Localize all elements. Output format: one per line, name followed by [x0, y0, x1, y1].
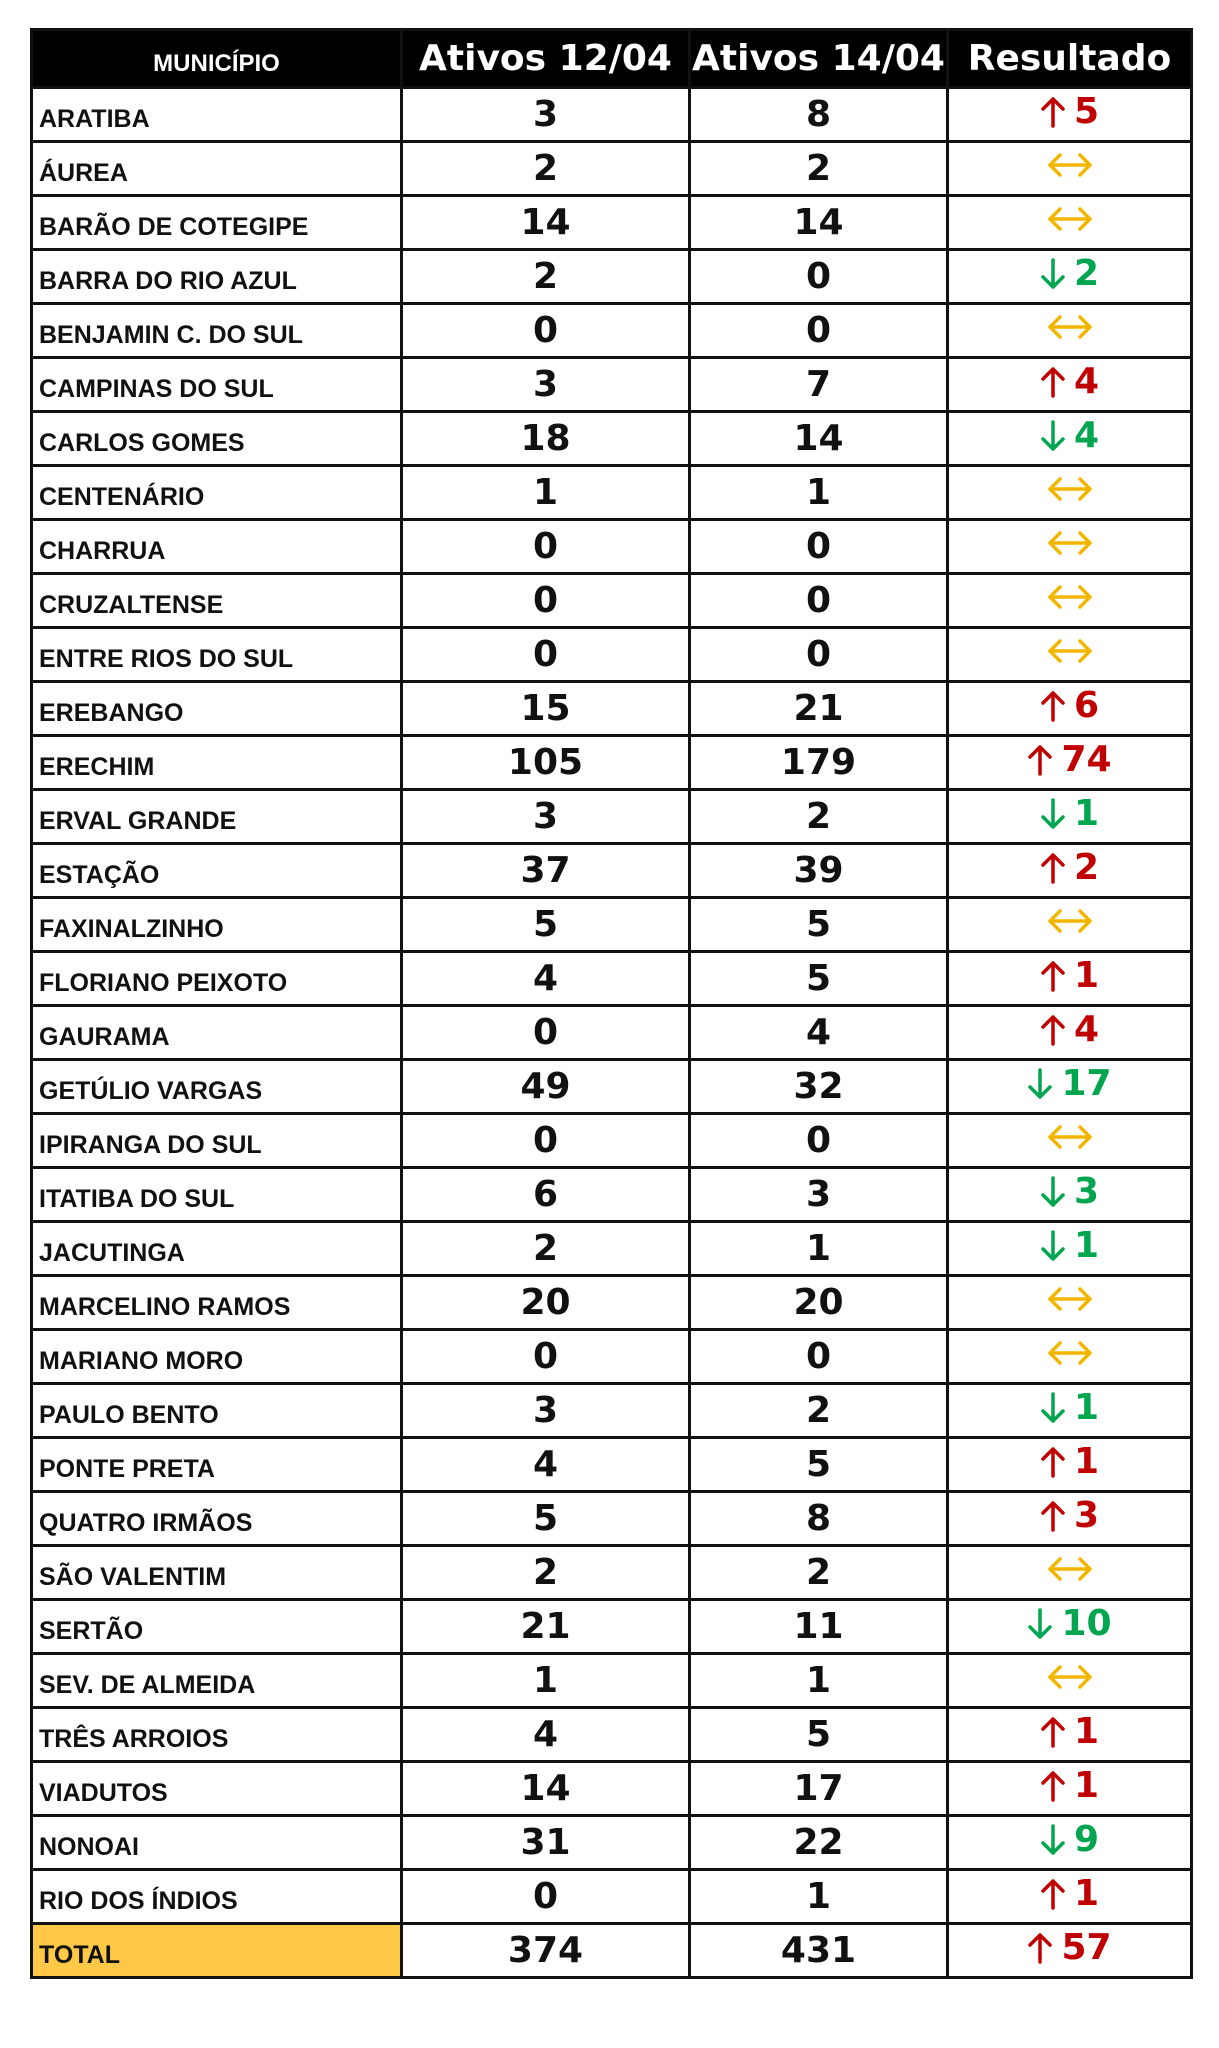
municipality-name: CARLOS GOMES [32, 412, 402, 466]
ativos-1204-value: 18 [402, 412, 690, 466]
ativos-1404-value: 2 [690, 1384, 948, 1438]
result-cell [948, 790, 1192, 844]
table-row [32, 628, 1192, 682]
arrow-left-right-icon [1046, 204, 1094, 234]
arrow-up-icon [1040, 1499, 1066, 1533]
result-indicator [1040, 415, 1099, 456]
result-cell [948, 520, 1192, 574]
change-value: 10 [1061, 1603, 1112, 1645]
municipality-table-sheet [30, 28, 1190, 1979]
municipality-name: BENJAMIN C. DO SUL [32, 304, 402, 358]
municipality-name: JACUTINGA [32, 1222, 402, 1276]
result-cell [948, 1708, 1192, 1762]
table-row [32, 1816, 1192, 1870]
table-row [32, 1600, 1192, 1654]
ativos-1404-value: 2 [690, 790, 948, 844]
ativos-1204-value: 2 [402, 1222, 690, 1276]
ativos-1204-value: 2 [402, 250, 690, 304]
municipality-name: NONOAI [32, 1816, 402, 1870]
table-row [32, 1006, 1192, 1060]
ativos-1204-value: 14 [402, 1762, 690, 1816]
change-value: 1 [1073, 1711, 1100, 1753]
result-indicator [1040, 793, 1099, 834]
table-row [32, 304, 1192, 358]
ativos-1204-value: 15 [402, 682, 690, 736]
result-indicator [1040, 253, 1099, 294]
change-value: 2 [1073, 253, 1100, 295]
arrow-up-icon [1040, 1013, 1066, 1047]
result-indicator [1040, 1873, 1099, 1914]
municipality-name: ITATIBA DO SUL [32, 1168, 402, 1222]
result-cell [948, 196, 1192, 250]
change-value: 1 [1073, 1387, 1100, 1429]
ativos-1204-value: 14 [402, 196, 690, 250]
result-indicator [1040, 1819, 1099, 1860]
arrow-left-right-icon [1046, 1122, 1094, 1152]
municipality-name: ARATIBA [32, 88, 402, 142]
change-value: 4 [1073, 1009, 1100, 1051]
ativos-1404-value: 2 [690, 1546, 948, 1600]
change-value: 1 [1073, 1873, 1100, 1915]
ativos-1204-value: 0 [402, 1114, 690, 1168]
arrow-down-icon [1027, 1607, 1053, 1641]
ativos-1404-value: 8 [690, 88, 948, 142]
ativos-1204-value: 1 [402, 1654, 690, 1708]
result-cell [948, 1168, 1192, 1222]
ativos-1204-value: 6 [402, 1168, 690, 1222]
result-cell [948, 1384, 1192, 1438]
arrow-down-icon [1040, 797, 1066, 831]
total-row [32, 1924, 1192, 1978]
table-row [32, 1330, 1192, 1384]
table-row [32, 952, 1192, 1006]
ativos-1204-value: 2 [402, 1546, 690, 1600]
ativos-1404-value: 22 [690, 1816, 948, 1870]
change-value: 1 [1073, 1441, 1100, 1483]
change-value: 1 [1073, 793, 1100, 835]
table-row [32, 1168, 1192, 1222]
result-cell [948, 1600, 1192, 1654]
result-cell [948, 358, 1192, 412]
result-cell [948, 1060, 1192, 1114]
change-value: 4 [1073, 415, 1100, 457]
arrow-up-icon [1027, 743, 1053, 777]
result-cell [948, 1654, 1192, 1708]
municipality-name: SÃO VALENTIM [32, 1546, 402, 1600]
result-cell [948, 628, 1192, 682]
municipality-name: PAULO BENTO [32, 1384, 402, 1438]
municipality-name: SEV. DE ALMEIDA [32, 1654, 402, 1708]
header-ativos-1404: Ativos 14/04 [690, 30, 948, 88]
municipality-name: ÁUREA [32, 142, 402, 196]
result-cell [948, 898, 1192, 952]
municipality-name: PONTE PRETA [32, 1438, 402, 1492]
change-value: 4 [1073, 361, 1100, 403]
arrow-up-icon [1040, 1769, 1066, 1803]
result-cell [948, 1222, 1192, 1276]
arrow-left-right-icon [1046, 1338, 1094, 1368]
ativos-1204-value: 0 [402, 628, 690, 682]
arrow-down-icon [1040, 1391, 1066, 1425]
ativos-1204-value: 0 [402, 1870, 690, 1924]
result-indicator [1046, 204, 1094, 234]
ativos-1204-value: 0 [402, 1330, 690, 1384]
result-cell [948, 574, 1192, 628]
table-row [32, 1870, 1192, 1924]
table-row [32, 898, 1192, 952]
change-value: 1 [1073, 1765, 1100, 1807]
result-indicator [1027, 1927, 1111, 1968]
arrow-up-icon [1040, 365, 1066, 399]
municipality-name: CENTENÁRIO [32, 466, 402, 520]
arrow-up-icon [1040, 1445, 1066, 1479]
change-value: 17 [1061, 1063, 1112, 1105]
municipality-name: ESTAÇÃO [32, 844, 402, 898]
change-value: 3 [1073, 1495, 1100, 1537]
table-row [32, 1114, 1192, 1168]
result-cell [948, 1006, 1192, 1060]
ativos-1404-value: 0 [690, 250, 948, 304]
ativos-1204-value: 3 [402, 358, 690, 412]
table-row [32, 736, 1192, 790]
arrow-up-icon [1027, 1931, 1053, 1965]
result-indicator [1046, 582, 1094, 612]
result-cell [948, 682, 1192, 736]
ativos-1204-value: 31 [402, 1816, 690, 1870]
arrow-left-right-icon [1046, 906, 1094, 936]
municipality-name: MARCELINO RAMOS [32, 1276, 402, 1330]
result-indicator [1040, 1009, 1099, 1050]
table-row [32, 1060, 1192, 1114]
table-row [32, 358, 1192, 412]
result-indicator [1040, 361, 1099, 402]
ativos-1404-value: 0 [690, 1114, 948, 1168]
ativos-1204-value: 3 [402, 88, 690, 142]
result-indicator [1040, 1495, 1099, 1536]
total-label: TOTAL [32, 1924, 402, 1978]
arrow-down-icon [1040, 419, 1066, 453]
ativos-1404-value: 179 [690, 736, 948, 790]
ativos-1404-value: 5 [690, 952, 948, 1006]
table-row [32, 196, 1192, 250]
table-row [32, 88, 1192, 142]
municipality-name: BARRA DO RIO AZUL [32, 250, 402, 304]
result-cell [948, 412, 1192, 466]
ativos-1204-value: 5 [402, 1492, 690, 1546]
ativos-1204-value: 0 [402, 1006, 690, 1060]
result-indicator [1046, 528, 1094, 558]
ativos-1204-value: 20 [402, 1276, 690, 1330]
result-cell [948, 1492, 1192, 1546]
total-ativos-1404: 431 [690, 1924, 948, 1978]
ativos-1404-value: 0 [690, 628, 948, 682]
ativos-1404-value: 0 [690, 574, 948, 628]
municipality-name: QUATRO IRMÃOS [32, 1492, 402, 1546]
result-cell [948, 1438, 1192, 1492]
table-row [32, 790, 1192, 844]
ativos-1204-value: 37 [402, 844, 690, 898]
result-indicator [1046, 1338, 1094, 1368]
ativos-1204-value: 1 [402, 466, 690, 520]
result-cell [948, 466, 1192, 520]
result-indicator [1046, 474, 1094, 504]
table-row [32, 1222, 1192, 1276]
result-cell [948, 844, 1192, 898]
ativos-1404-value: 1 [690, 1222, 948, 1276]
municipality-name: CHARRUA [32, 520, 402, 574]
arrow-left-right-icon [1046, 474, 1094, 504]
header-resultado: Resultado [948, 30, 1192, 88]
active-cases-table [30, 28, 1193, 1979]
arrow-down-icon [1040, 1823, 1066, 1857]
table-row [32, 1276, 1192, 1330]
municipality-name: ENTRE RIOS DO SUL [32, 628, 402, 682]
result-indicator [1046, 312, 1094, 342]
ativos-1204-value: 4 [402, 952, 690, 1006]
result-cell [948, 304, 1192, 358]
header-ativos-1204: Ativos 12/04 [402, 30, 690, 88]
ativos-1404-value: 21 [690, 682, 948, 736]
change-value: 6 [1073, 685, 1100, 727]
arrow-down-icon [1040, 1175, 1066, 1209]
municipality-name: CAMPINAS DO SUL [32, 358, 402, 412]
ativos-1404-value: 4 [690, 1006, 948, 1060]
municipality-name: ERECHIM [32, 736, 402, 790]
ativos-1204-value: 2 [402, 142, 690, 196]
ativos-1404-value: 3 [690, 1168, 948, 1222]
arrow-left-right-icon [1046, 1284, 1094, 1314]
ativos-1204-value: 5 [402, 898, 690, 952]
result-indicator [1046, 636, 1094, 666]
change-value: 1 [1073, 1225, 1100, 1267]
municipality-name: RIO DOS ÍNDIOS [32, 1870, 402, 1924]
table-row [32, 1384, 1192, 1438]
table-row [32, 412, 1192, 466]
result-indicator [1040, 1171, 1099, 1212]
arrow-up-icon [1040, 1715, 1066, 1749]
ativos-1404-value: 8 [690, 1492, 948, 1546]
arrow-left-right-icon [1046, 1662, 1094, 1692]
municipality-name: TRÊS ARROIOS [32, 1708, 402, 1762]
arrow-up-icon [1040, 95, 1066, 129]
municipality-name: VIADUTOS [32, 1762, 402, 1816]
ativos-1204-value: 4 [402, 1438, 690, 1492]
change-value: 57 [1061, 1927, 1112, 1969]
municipality-name: IPIRANGA DO SUL [32, 1114, 402, 1168]
table-header-row [32, 30, 1192, 88]
result-indicator [1046, 1122, 1094, 1152]
table-row [32, 844, 1192, 898]
ativos-1404-value: 17 [690, 1762, 948, 1816]
result-cell [948, 1762, 1192, 1816]
municipality-name: EREBANGO [32, 682, 402, 736]
result-indicator [1040, 1387, 1099, 1428]
table-row [32, 142, 1192, 196]
result-cell [948, 1546, 1192, 1600]
result-cell [948, 1330, 1192, 1384]
arrow-up-icon [1040, 851, 1066, 885]
result-cell [948, 1816, 1192, 1870]
ativos-1404-value: 1 [690, 1654, 948, 1708]
change-value: 74 [1061, 739, 1112, 781]
change-value: 3 [1073, 1171, 1100, 1213]
table-row [32, 1546, 1192, 1600]
table-row [32, 682, 1192, 736]
ativos-1204-value: 0 [402, 520, 690, 574]
change-value: 1 [1073, 955, 1100, 997]
result-cell [948, 1870, 1192, 1924]
table-body [32, 88, 1192, 1978]
ativos-1204-value: 4 [402, 1708, 690, 1762]
result-indicator [1046, 906, 1094, 936]
arrow-left-right-icon [1046, 150, 1094, 180]
ativos-1404-value: 2 [690, 142, 948, 196]
arrow-down-icon [1040, 1229, 1066, 1263]
arrow-down-icon [1027, 1067, 1053, 1101]
ativos-1204-value: 0 [402, 574, 690, 628]
result-indicator [1027, 1603, 1111, 1644]
ativos-1204-value: 3 [402, 790, 690, 844]
ativos-1404-value: 11 [690, 1600, 948, 1654]
ativos-1204-value: 49 [402, 1060, 690, 1114]
ativos-1404-value: 5 [690, 1708, 948, 1762]
municipality-name: FLORIANO PEIXOTO [32, 952, 402, 1006]
municipality-name: MARIANO MORO [32, 1330, 402, 1384]
result-cell [948, 142, 1192, 196]
arrow-left-right-icon [1046, 312, 1094, 342]
result-indicator [1040, 685, 1099, 726]
result-cell [948, 88, 1192, 142]
table-row [32, 1492, 1192, 1546]
municipality-name: FAXINALZINHO [32, 898, 402, 952]
header-municipio: MUNICÍPIO [32, 30, 402, 88]
total-ativos-1204: 374 [402, 1924, 690, 1978]
arrow-up-icon [1040, 959, 1066, 993]
arrow-left-right-icon [1046, 582, 1094, 612]
result-cell [948, 1114, 1192, 1168]
result-indicator [1046, 1662, 1094, 1692]
municipality-name: SERTÃO [32, 1600, 402, 1654]
result-cell [948, 952, 1192, 1006]
ativos-1404-value: 5 [690, 1438, 948, 1492]
table-row [32, 466, 1192, 520]
result-indicator [1046, 1554, 1094, 1584]
total-result [948, 1924, 1192, 1978]
table-row [32, 1762, 1192, 1816]
ativos-1404-value: 14 [690, 196, 948, 250]
arrow-up-icon [1040, 689, 1066, 723]
municipality-name: BARÃO DE COTEGIPE [32, 196, 402, 250]
ativos-1404-value: 0 [690, 520, 948, 574]
ativos-1404-value: 20 [690, 1276, 948, 1330]
arrow-left-right-icon [1046, 1554, 1094, 1584]
ativos-1404-value: 14 [690, 412, 948, 466]
arrow-down-icon [1040, 257, 1066, 291]
change-value: 2 [1073, 847, 1100, 889]
ativos-1404-value: 5 [690, 898, 948, 952]
result-indicator [1040, 1441, 1099, 1482]
table-row [32, 1708, 1192, 1762]
ativos-1404-value: 32 [690, 1060, 948, 1114]
table-row [32, 574, 1192, 628]
result-indicator [1027, 1063, 1111, 1104]
change-value: 9 [1073, 1819, 1100, 1861]
ativos-1404-value: 0 [690, 304, 948, 358]
ativos-1204-value: 0 [402, 304, 690, 358]
result-cell [948, 1276, 1192, 1330]
table-row [32, 1654, 1192, 1708]
table-row [32, 250, 1192, 304]
ativos-1404-value: 0 [690, 1330, 948, 1384]
arrow-left-right-icon [1046, 528, 1094, 558]
change-value: 5 [1073, 91, 1100, 133]
arrow-up-icon [1040, 1877, 1066, 1911]
result-indicator [1040, 1765, 1099, 1806]
result-indicator [1040, 847, 1099, 888]
ativos-1404-value: 39 [690, 844, 948, 898]
municipality-name: GETÚLIO VARGAS [32, 1060, 402, 1114]
result-indicator [1046, 1284, 1094, 1314]
result-indicator [1027, 739, 1111, 780]
arrow-left-right-icon [1046, 636, 1094, 666]
result-indicator [1040, 1225, 1099, 1266]
result-indicator [1040, 91, 1099, 132]
result-cell [948, 250, 1192, 304]
result-indicator [1040, 955, 1099, 996]
municipality-name: CRUZALTENSE [32, 574, 402, 628]
ativos-1204-value: 3 [402, 1384, 690, 1438]
ativos-1404-value: 7 [690, 358, 948, 412]
ativos-1404-value: 1 [690, 1870, 948, 1924]
result-cell [948, 736, 1192, 790]
result-indicator [1046, 150, 1094, 180]
result-indicator [1040, 1711, 1099, 1752]
municipality-name: GAURAMA [32, 1006, 402, 1060]
ativos-1204-value: 21 [402, 1600, 690, 1654]
table-row [32, 1438, 1192, 1492]
municipality-name: ERVAL GRANDE [32, 790, 402, 844]
table-row [32, 520, 1192, 574]
ativos-1404-value: 1 [690, 466, 948, 520]
ativos-1204-value: 105 [402, 736, 690, 790]
